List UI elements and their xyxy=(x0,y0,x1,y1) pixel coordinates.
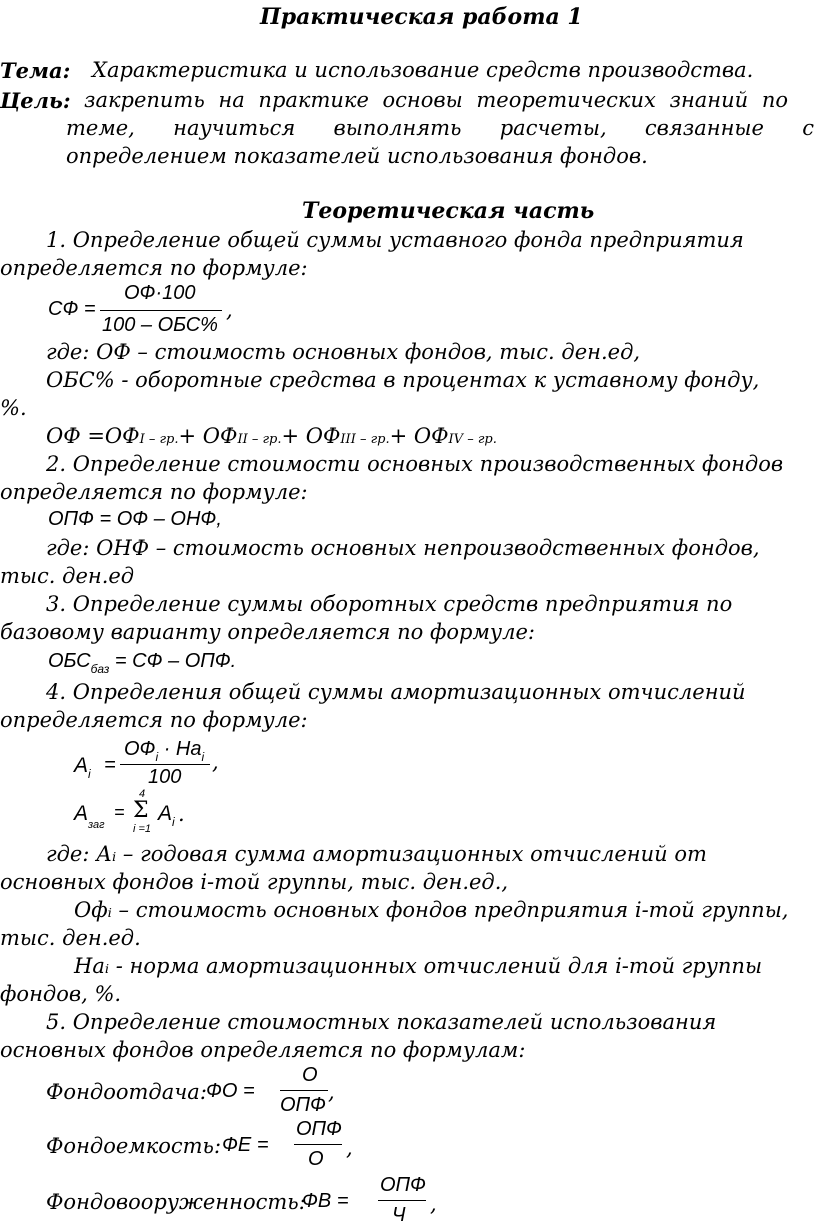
topic-label: Тема: xyxy=(0,58,71,83)
s1-where-1: где: ОФ – стоимость основных фондов, тыс. ден.ед, xyxy=(46,340,641,364)
s2-line-2: определяется по формуле: xyxy=(0,480,308,504)
fraction-bar xyxy=(120,764,210,765)
s4-where-5: Наᵢ - норма амортизационных отчислений для i-той группы xyxy=(74,954,763,978)
formula-azag-lhs: $A_{заг}$ xyxy=(74,802,105,831)
fv-denominator: Ч xyxy=(392,1204,406,1226)
s3-line-1: 3. Определение суммы оборотных средств предприятия по xyxy=(46,592,733,616)
formula-ai-denominator: 100 xyxy=(148,766,182,788)
formula-sf-lhs: СФ = xyxy=(48,298,96,320)
s1-line-1: 1. Определение общей суммы уставного фонда предприятия xyxy=(46,228,744,252)
s3-line-2: базовому варианту определяется по формуле: xyxy=(0,620,535,644)
goal-line-1: закрепить на практике основы теоретических знаний по xyxy=(84,88,788,112)
fe-denominator: О xyxy=(308,1148,324,1170)
formula-obs: $ОБС_{баз}$ = СФ – ОПФ. xyxy=(48,650,237,676)
s5-line-1: 5. Определение стоимостных показателей использования xyxy=(46,1010,717,1034)
s2-where-2: тыс. ден.ед xyxy=(0,564,135,588)
formula-sf-denominator: 100 – ОБС% xyxy=(102,314,218,336)
s1-sum-formula: ОФ =ОФI – гр.+ ОФII – гр.+ ОФIII – гр.+ ОФIV – гр. xyxy=(46,424,497,448)
sigma-icon: Σ xyxy=(133,798,149,823)
fraction-bar xyxy=(280,1090,328,1091)
formula-azag-eq: = xyxy=(114,802,125,822)
s5-line-2: основных фондов определяется по формулам: xyxy=(0,1038,526,1062)
s4-line-1: 4. Определения общей суммы амортизационных отчислений xyxy=(46,680,746,704)
formula-sf-numerator: ОФ·100 xyxy=(124,282,196,304)
fv-numerator: ОПФ xyxy=(380,1174,426,1196)
s4-line-2: определяется по формуле: xyxy=(0,708,308,732)
fraction-bar xyxy=(294,1144,342,1145)
goal-line-3: определением показателей использования фондов. xyxy=(66,144,648,168)
fo-numerator: О xyxy=(302,1064,318,1086)
s4-where-1: где: Аᵢ – годовая сумма амортизационных отчислений от xyxy=(46,842,707,866)
fe-comma: , xyxy=(346,1136,353,1160)
goal-label: Цель: xyxy=(0,88,71,113)
fe-label: Фондоемкость: xyxy=(46,1134,222,1158)
s4-where-6: фондов, %. xyxy=(0,982,122,1006)
formula-ai-lhs: $A_i$ xyxy=(74,754,91,781)
fo-comma: , xyxy=(328,1080,335,1104)
formula-opf: ОПФ = ОФ – ОНФ, xyxy=(48,508,222,530)
s4-where-3: Офᵢ – стоимость основных фондов предприятия i-той группы, xyxy=(74,898,789,922)
topic-text: Характеристика и использование средств производства. xyxy=(92,58,754,82)
fo-label: Фондоотдача: xyxy=(46,1080,207,1104)
s2-where-1: где: ОНФ – стоимость основных непроизводственных фондов, xyxy=(46,536,760,560)
fv-label: Фондовооруженность: xyxy=(46,1190,306,1214)
fraction-bar xyxy=(378,1200,426,1201)
sum-lower-limit: i =1 xyxy=(133,823,152,835)
s4-where-2: основных фондов i-той группы, тыс. ден.ед., xyxy=(0,870,509,894)
formula-azag-dot: . xyxy=(178,802,185,826)
fraction-bar xyxy=(100,310,222,311)
section-title: Теоретическая часть xyxy=(302,198,595,224)
s1-where-2: ОБС% - оборотные средства в процентах к уставному фонду, xyxy=(46,368,760,392)
fo-denominator: ОПФ xyxy=(280,1094,326,1116)
formula-ai-eq: = xyxy=(104,754,116,776)
s2-line-1: 2. Определение стоимости основных производственных фондов xyxy=(46,452,784,476)
formula-azag-term: $A_i$ xyxy=(158,802,175,829)
fo-lhs: ФО = xyxy=(206,1080,255,1102)
fe-lhs: ФЕ = xyxy=(222,1134,269,1156)
s1-line-2: определяется по формуле: xyxy=(0,256,308,280)
formula-sf-comma: , xyxy=(226,298,233,322)
sum-upper-limit: 4 xyxy=(139,788,146,800)
s1-where-3: %. xyxy=(0,396,27,420)
goal-line-2: теме, научиться выполнять расчеты, связанные с xyxy=(66,116,814,140)
fe-numerator: ОПФ xyxy=(296,1118,342,1140)
s4-where-4: тыс. ден.ед. xyxy=(0,926,141,950)
fv-lhs: ФВ = xyxy=(302,1190,349,1212)
fv-comma: , xyxy=(430,1192,437,1216)
formula-ai-numerator: $ОФ_i \cdot На_i$ xyxy=(124,738,205,764)
page-title: Практическая работа 1 xyxy=(260,4,583,30)
formula-ai-comma: , xyxy=(212,750,219,774)
